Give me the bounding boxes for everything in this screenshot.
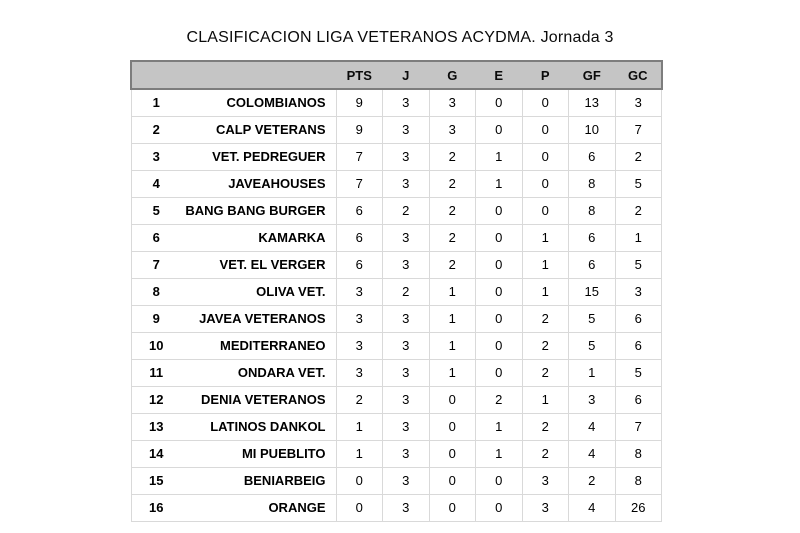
p-cell: 0: [522, 89, 569, 116]
rank-cell: 7: [131, 251, 181, 278]
team-cell: MEDITERRANEO: [181, 332, 336, 359]
team-cell: BENIARBEIG: [181, 467, 336, 494]
table-row: [131, 467, 662, 494]
gf-cell: 5: [569, 332, 616, 359]
e-cell: 0: [476, 359, 523, 386]
gc-cell: 2: [615, 143, 662, 170]
j-cell: 3: [383, 170, 430, 197]
j-cell: 3: [383, 251, 430, 278]
rank-cell: 6: [131, 224, 181, 251]
j-cell: 2: [383, 278, 430, 305]
table-row: [131, 386, 662, 413]
g-cell: 2: [429, 143, 476, 170]
j-cell: 3: [383, 386, 430, 413]
table-row: [131, 143, 662, 170]
e-cell: 0: [476, 467, 523, 494]
g-cell: 1: [429, 332, 476, 359]
gf-cell: 4: [569, 413, 616, 440]
gf-cell: 10: [569, 116, 616, 143]
g-cell: 0: [429, 494, 476, 521]
rank-cell: 5: [131, 197, 181, 224]
rank-cell: 2: [131, 116, 181, 143]
gf-cell: 5: [569, 305, 616, 332]
table-row: [131, 89, 662, 116]
gf-cell: 6: [569, 251, 616, 278]
e-cell: 1: [476, 143, 523, 170]
table-row: [131, 224, 662, 251]
j-cell: 3: [383, 224, 430, 251]
gc-cell: 5: [615, 359, 662, 386]
j-cell: 3: [383, 116, 430, 143]
j-cell: 3: [383, 143, 430, 170]
team-cell: ORANGE: [181, 494, 336, 521]
gc-cell: 2: [615, 197, 662, 224]
e-cell: 1: [476, 440, 523, 467]
p-cell: 1: [522, 224, 569, 251]
g-cell: 3: [429, 116, 476, 143]
gc-cell: 8: [615, 440, 662, 467]
pts-cell: 1: [336, 440, 383, 467]
pts-cell: 3: [336, 278, 383, 305]
rank-cell: 10: [131, 332, 181, 359]
j-cell: 2: [383, 197, 430, 224]
team-cell: VET. EL VERGER: [181, 251, 336, 278]
standings-tbody: [131, 89, 662, 521]
gc-cell: 7: [615, 116, 662, 143]
rank-cell: 8: [131, 278, 181, 305]
gf-cell: 8: [569, 170, 616, 197]
j-cell: 3: [383, 413, 430, 440]
e-cell: 0: [476, 197, 523, 224]
table-row: [131, 197, 662, 224]
standings-table: [130, 60, 663, 522]
pts-cell: 6: [336, 224, 383, 251]
g-cell: 0: [429, 440, 476, 467]
e-cell: 0: [476, 251, 523, 278]
header-p: P: [522, 61, 569, 89]
team-cell: MI PUEBLITO: [181, 440, 336, 467]
table-row: [131, 359, 662, 386]
table-row: [131, 440, 662, 467]
p-cell: 2: [522, 332, 569, 359]
p-cell: 0: [522, 170, 569, 197]
j-cell: 3: [383, 305, 430, 332]
e-cell: 0: [476, 332, 523, 359]
header-team-spacer: [181, 61, 336, 89]
e-cell: 0: [476, 305, 523, 332]
team-cell: COLOMBIANOS: [181, 89, 336, 116]
p-cell: 3: [522, 467, 569, 494]
header-rank-spacer: [131, 61, 181, 89]
p-cell: 2: [522, 440, 569, 467]
gc-cell: 6: [615, 332, 662, 359]
j-cell: 3: [383, 359, 430, 386]
team-cell: VET. PEDREGUER: [181, 143, 336, 170]
pts-cell: 6: [336, 251, 383, 278]
g-cell: 1: [429, 278, 476, 305]
e-cell: 0: [476, 224, 523, 251]
header-gc: GC: [615, 61, 662, 89]
rank-cell: 13: [131, 413, 181, 440]
gc-cell: 3: [615, 278, 662, 305]
j-cell: 3: [383, 89, 430, 116]
pts-cell: 3: [336, 305, 383, 332]
table-row: [131, 170, 662, 197]
e-cell: 0: [476, 494, 523, 521]
e-cell: 1: [476, 413, 523, 440]
team-cell: ONDARA VET.: [181, 359, 336, 386]
header-pts: PTS: [336, 61, 383, 89]
pts-cell: 9: [336, 89, 383, 116]
p-cell: 2: [522, 413, 569, 440]
team-cell: BANG BANG BURGER: [181, 197, 336, 224]
p-cell: 0: [522, 143, 569, 170]
rank-cell: 16: [131, 494, 181, 521]
g-cell: 0: [429, 467, 476, 494]
table-row: [131, 305, 662, 332]
header-g: G: [429, 61, 476, 89]
pts-cell: 3: [336, 332, 383, 359]
j-cell: 3: [383, 494, 430, 521]
p-cell: 1: [522, 278, 569, 305]
team-cell: KAMARKA: [181, 224, 336, 251]
table-header: [131, 61, 662, 89]
pts-cell: 0: [336, 494, 383, 521]
header-gf: GF: [569, 61, 616, 89]
team-cell: LATINOS DANKOL: [181, 413, 336, 440]
pts-cell: 2: [336, 386, 383, 413]
team-cell: OLIVA VET.: [181, 278, 336, 305]
gf-cell: 6: [569, 143, 616, 170]
gf-cell: 4: [569, 440, 616, 467]
table-row: [131, 278, 662, 305]
table-row: [131, 332, 662, 359]
gc-cell: 5: [615, 170, 662, 197]
j-cell: 3: [383, 332, 430, 359]
table-row: [131, 116, 662, 143]
pts-cell: 7: [336, 170, 383, 197]
table-row: [131, 494, 662, 521]
p-cell: 2: [522, 305, 569, 332]
header-j: J: [383, 61, 430, 89]
gc-cell: 1: [615, 224, 662, 251]
gf-cell: 4: [569, 494, 616, 521]
g-cell: 0: [429, 386, 476, 413]
g-cell: 2: [429, 251, 476, 278]
rank-cell: 15: [131, 467, 181, 494]
rank-cell: 14: [131, 440, 181, 467]
gc-cell: 5: [615, 251, 662, 278]
g-cell: 0: [429, 413, 476, 440]
p-cell: 1: [522, 386, 569, 413]
g-cell: 2: [429, 197, 476, 224]
rank-cell: 3: [131, 143, 181, 170]
g-cell: 1: [429, 359, 476, 386]
gf-cell: 3: [569, 386, 616, 413]
team-cell: CALP VETERANS: [181, 116, 336, 143]
g-cell: 1: [429, 305, 476, 332]
p-cell: 0: [522, 116, 569, 143]
pts-cell: 3: [336, 359, 383, 386]
gf-cell: 2: [569, 467, 616, 494]
j-cell: 3: [383, 467, 430, 494]
gf-cell: 8: [569, 197, 616, 224]
p-cell: 2: [522, 359, 569, 386]
rank-cell: 12: [131, 386, 181, 413]
gc-cell: 3: [615, 89, 662, 116]
gf-cell: 6: [569, 224, 616, 251]
p-cell: 1: [522, 251, 569, 278]
g-cell: 3: [429, 89, 476, 116]
p-cell: 3: [522, 494, 569, 521]
gf-cell: 1: [569, 359, 616, 386]
j-cell: 3: [383, 440, 430, 467]
pts-cell: 1: [336, 413, 383, 440]
e-cell: 0: [476, 116, 523, 143]
pts-cell: 9: [336, 116, 383, 143]
rank-cell: 11: [131, 359, 181, 386]
gc-cell: 6: [615, 305, 662, 332]
gc-cell: 7: [615, 413, 662, 440]
table-row: [131, 251, 662, 278]
header-row: [131, 61, 662, 89]
team-cell: JAVEAHOUSES: [181, 170, 336, 197]
rank-cell: 4: [131, 170, 181, 197]
table-row: [131, 413, 662, 440]
gc-cell: 26: [615, 494, 662, 521]
g-cell: 2: [429, 170, 476, 197]
team-cell: JAVEA VETERANOS: [181, 305, 336, 332]
g-cell: 2: [429, 224, 476, 251]
p-cell: 0: [522, 197, 569, 224]
e-cell: 2: [476, 386, 523, 413]
team-cell: DENIA VETERANOS: [181, 386, 336, 413]
gc-cell: 6: [615, 386, 662, 413]
e-cell: 0: [476, 89, 523, 116]
pts-cell: 6: [336, 197, 383, 224]
rank-cell: 9: [131, 305, 181, 332]
gf-cell: 15: [569, 278, 616, 305]
page-title: CLASIFICACION LIGA VETERANOS ACYDMA. Jornada 3: [186, 29, 614, 46]
header-e: E: [476, 61, 523, 89]
e-cell: 0: [476, 278, 523, 305]
gc-cell: 8: [615, 467, 662, 494]
pts-cell: 0: [336, 467, 383, 494]
rank-cell: 1: [131, 89, 181, 116]
gf-cell: 13: [569, 89, 616, 116]
pts-cell: 7: [336, 143, 383, 170]
e-cell: 1: [476, 170, 523, 197]
